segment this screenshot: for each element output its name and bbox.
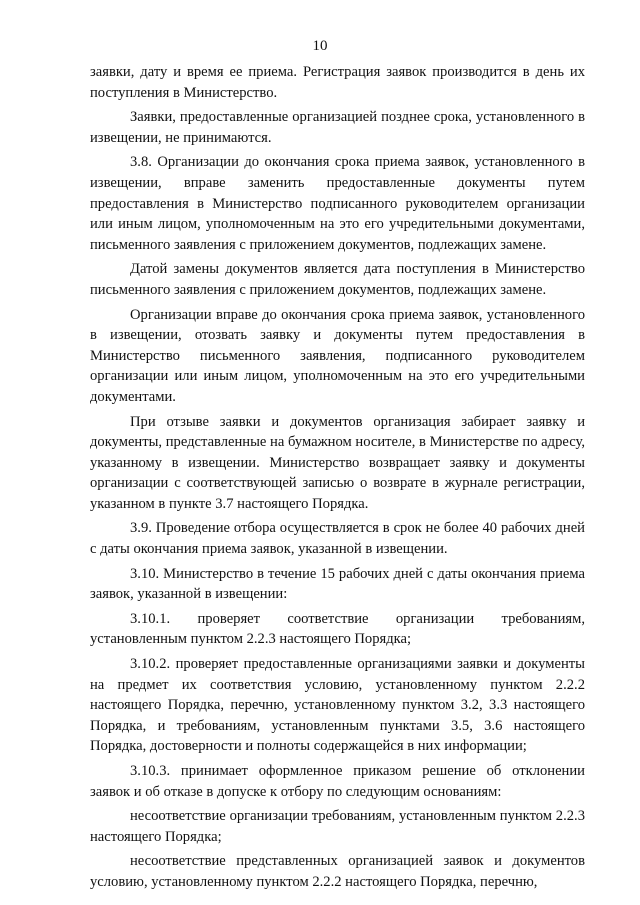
document-body xyxy=(90,62,585,897)
paragraph: Заявки, предоставленные организацией позднее срока, установленного в извещении, не принимаются. xyxy=(90,109,585,146)
paragraph: несоответствие представленных организацией заявок и документов условию, установленному пунктом 2.2.2 настоящего Порядка, перечню, xyxy=(90,853,585,890)
page-number: 10 xyxy=(312,38,328,54)
paragraph: 3.10. Министерство в течение 15 рабочих дней с даты окончания приема заявок, указанной в извещении: xyxy=(90,565,585,603)
paragraph: несоответствие организации требованиям, установленным пунктом 2.2.3 настоящего Порядка; xyxy=(90,808,585,845)
paragraph: 3.9. Проведение отбора осуществляется в срок не более 40 рабочих дней с даты окончания приема заявок, указанной в извещении. xyxy=(90,520,585,558)
paragraph: заявки, дату и время ее приема. Регистрация заявок производится в день их поступления в Министерство. xyxy=(90,64,585,101)
paragraph: 3.10.3. принимает оформленное приказом решение об отклонении заявок и об отказе в допуске к отбору по следующим основаниям: xyxy=(90,763,585,800)
paragraph: При отзыве заявки и документов организация забирает заявку и документы, представленные на бумажном носителе, в Министерстве по адресу, указанному в извещении. Министерство возвращает заявку и документы организации с соответствующей записью о возврате в журнале регистрации, указанном в пункте 3.7 настоящего Порядка. xyxy=(90,413,585,512)
paragraph: 3.10.1. проверяет соответствие организации требованиям, установленным пунктом 2.2.3 настоящего Порядка; xyxy=(90,610,585,648)
paragraph: Организации вправе до окончания срока приема заявок, установленного в извещении, отозвать заявку и документы путем предоставления в Министерство письменного заявления, подписанного руководителем организации или иным лицом, уполномоченным на это его учредительными документами. xyxy=(90,306,585,405)
paragraph: Датой замены документов является дата поступления в Министерство письменного заявления с приложением документов, подлежащих замене. xyxy=(90,261,585,298)
paragraph: 3.10.2. проверяет предоставленные организациями заявки и документы на предмет их соответствия условию, установленному пунктом 2.2.2 настоящего Порядка, перечню, установленному пунктом 3.2, 3.3 настоящего Порядка, и требованиям, установленным пунктами 3.5, 3.6 настоящего Порядка, достоверности и полноты содержащейся в них информации; xyxy=(90,656,585,755)
paragraph: 3.8. Организации до окончания срока приема заявок, установленного в извещении, вправе заменить предоставленные документы путем предоставления в Министерство подписанного руководителем организации или иным лицом, уполномоченным на это его учредительными документами, письменного заявления с приложением документов, подлежащих замене. xyxy=(90,154,585,253)
